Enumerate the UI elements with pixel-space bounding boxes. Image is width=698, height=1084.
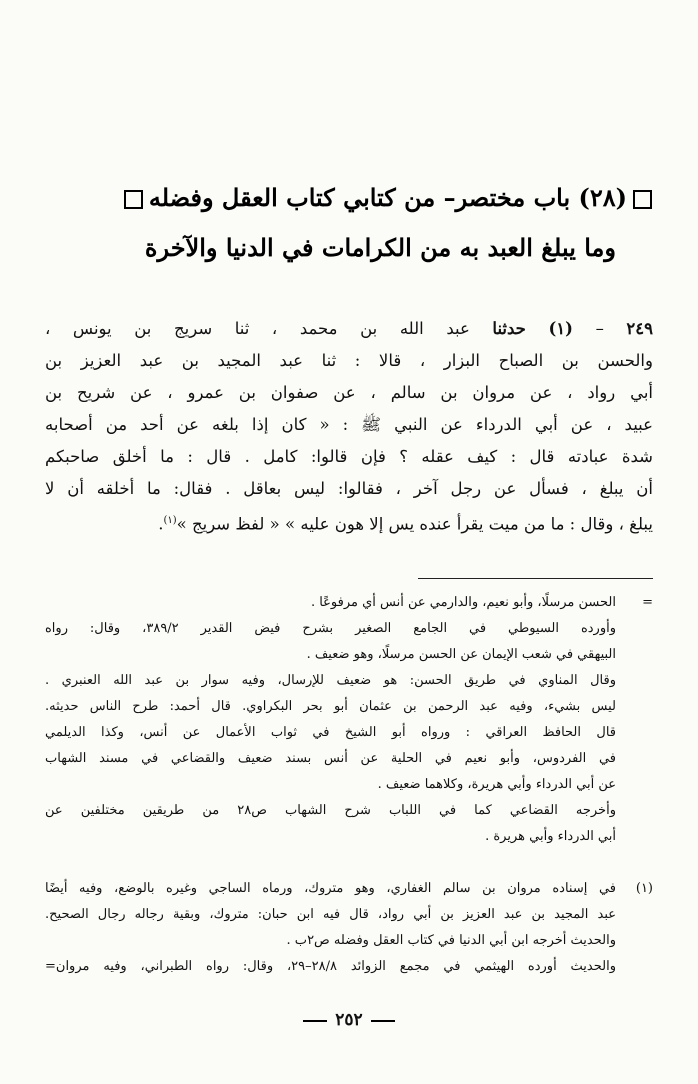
footnote-1-mark: (١) xyxy=(635,881,653,896)
footnote-line: البيهقي في شعب الإيمان عن الحسن مرسلًا، وهو ضعيف . xyxy=(306,647,616,662)
footnote-line: ليس بشيء، وفيه عبد الرحمن بن عثمان أبو بحر البكراوي. قال أحمد: طرح الناس حديثه. xyxy=(45,699,616,714)
footnote-continuation-mark: = xyxy=(642,595,653,610)
footnote-ref: (١) xyxy=(163,515,177,526)
footnote-line: في إسناده مروان بن سالم الغفاري، وهو متروك، ورماه الساجي وغيره بالوضع، وفيه أيضًا xyxy=(45,881,616,896)
hadith-line-7: يبلغ ، وقال : ما من ميت يقرأ عنده يس إلا هون عليه » « لفظ سريج »$^{(١)}$. xyxy=(158,514,653,534)
dash-ornament xyxy=(303,1020,327,1022)
footnote-line: عبد المجيد بن عبد العزيز بن أبي رواد، قال فيه ابن حبان: متروك، وبقية رجاله رجال الصحيح. xyxy=(45,907,616,922)
haddathana-word: حدثنا xyxy=(492,319,526,338)
hadith-line-5: شدة عبادته قال : كيف عقله ؟ فإن قالوا: كامل . قال : ما أخلق صاحبكم xyxy=(45,447,653,466)
square-ornament-icon xyxy=(633,190,652,209)
footnote-line: وأخرجه القضاعي كما في اللباب شرح الشهاب ص٢٨ من طريقين مختلفين عن xyxy=(45,803,616,818)
hadith-number: ٢٤٩ xyxy=(626,319,653,338)
hadith-sub-number: (١) xyxy=(548,319,573,338)
footnote-line: الحسن مرسلًا، وأبو نعيم، والدارمي عن أنس أي مرفوعًا . xyxy=(310,595,616,610)
dash-ornament xyxy=(371,1020,395,1022)
chapter-heading-line-1 xyxy=(40,178,658,218)
square-ornament-icon xyxy=(124,190,143,209)
hadith-line-6: أن يبلغ ، فسأل عن رجل آخر ، فقالوا: ليس بعاقل . فقال: ما أخلقه أن لا xyxy=(45,479,653,498)
footnote-line: والحديث أورده الهيثمي في مجمع الزوائد ٢٨/٨–٢٩، وقال: رواه الطبراني، وفيه مروان= xyxy=(45,959,616,974)
chapter-title: (٢٨) باب مختصر– من كتابي كتاب العقل وفضله xyxy=(148,183,627,212)
footnote-line: والحديث أخرجه ابن أبي الدنيا في كتاب العقل وفضله ص٢ب . xyxy=(286,933,616,948)
page-number: ٢٥٢ xyxy=(0,1010,698,1030)
chapter-heading-line-2: وما يبلغ العبد به من الكرامات في الدنيا والآخرة xyxy=(144,233,616,262)
footnote-line: وأورده السيوطي في الجامع الصغير بشرح فيض القدير ٣٨٩/٢، وقال: رواه xyxy=(45,621,616,636)
footnote-line: أبي الدرداء وأبي هريرة . xyxy=(485,829,616,844)
footnote-line: قال الحافظ العراقي : ورواه أبو الشيخ في ثواب الأعمال عن أنس، وكذا الديلمي xyxy=(45,725,616,740)
hadith-line-1: ٢٤٩ – (١) حدثنا عبد الله بن محمد ، ثنا سريج بن يونس ، xyxy=(45,319,653,338)
footnote-line: في الفردوس، وأبو نعيم في الحلية عن أنس بسند ضعيف والقضاعي في مسند الشهاب xyxy=(45,751,616,766)
footnote-separator xyxy=(418,578,653,579)
hadith-line-3: أبي رواد ، عن مروان بن سالم ، عن صفوان بن عمرو ، عن شريح بن xyxy=(45,383,653,402)
hadith-line-2: والحسن بن الصباح البزار ، قالا : ثنا عبد المجيد بن عبد العزيز بن xyxy=(45,351,653,370)
hadith-line-4: عبيد ، عن أبي الدرداء عن النبي ﷺ : « كان إذا بلغه عن أحد من أصحابه xyxy=(45,415,653,434)
footnote-line: عن أبي الدرداء وأبي هريرة، وكلاهما ضعيف . xyxy=(377,777,616,792)
footnote-line: وقال المناوي في طريق الحسن: هو ضعيف للإرسال، وفيه سوار بن عبد الله العنبري . xyxy=(45,673,616,688)
